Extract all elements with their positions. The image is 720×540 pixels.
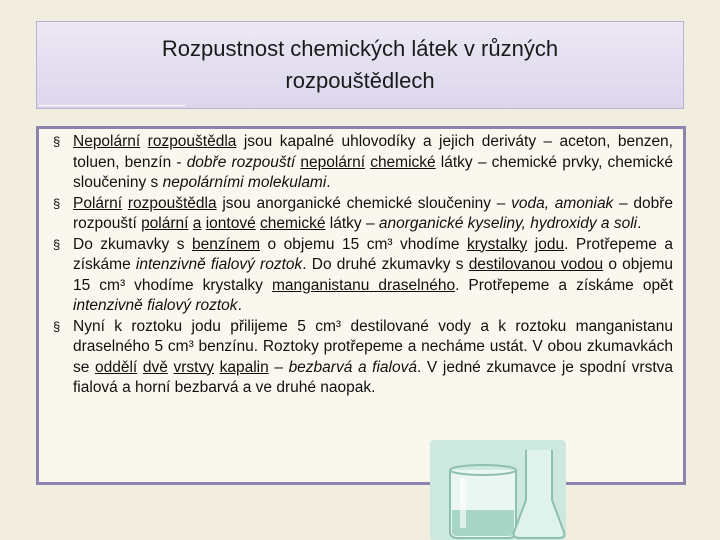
bullet-icon: §	[53, 134, 61, 149]
bullet-icon: §	[53, 318, 61, 334]
text-segment: rozpouštědla	[127, 194, 217, 212]
text-segment: nepolárními molekulami	[162, 174, 327, 191]
text-segment: jsou kapalné uhlovodíky a jejich deriváty – aceton, benzen, toluen, benzín -	[73, 133, 673, 171]
text-segment: Nepolární	[73, 133, 141, 150]
slide-title: Rozpustnost chemických látek v různých rozpouštědlech	[161, 36, 559, 93]
text-segment: – dobře rozpouští	[73, 194, 673, 232]
text-segment: iontové	[205, 215, 256, 232]
text-segment: anorganické kyseliny, hydroxidy a soli	[378, 215, 638, 232]
text-segment: .	[326, 174, 331, 191]
text-segment: dvě	[142, 358, 168, 376]
text-segment: a	[192, 215, 202, 232]
bullet-item	[53, 194, 673, 235]
text-segment: benzínem	[191, 235, 261, 253]
text-segment: látky –	[325, 215, 379, 232]
text-segment: . Protřepeme a získáme	[73, 235, 673, 273]
text-segment: bezbarvá a fialová	[288, 358, 417, 376]
bullet-item	[53, 132, 673, 194]
text-segment	[527, 236, 535, 253]
text-segment: .	[237, 297, 242, 314]
text-segment: manganistanu draselného	[271, 276, 456, 294]
text-segment: oddělí	[95, 358, 138, 376]
text-segment: jodu	[534, 235, 565, 253]
bullet-icon: §	[53, 195, 61, 211]
text-segment: vrstvy	[173, 358, 214, 376]
text-segment: Nyní k roztoku jodu přilijeme 5 cm³ destilované vody a k roztoku manganistanu draselného 5 cm³ benzínu. Roztoky protřepeme a necháme ustát. V obou zkumavkách se	[73, 317, 673, 376]
bullet-item	[53, 235, 673, 317]
text-segment: rozpouštědla	[147, 133, 237, 150]
text-segment: kapalin	[219, 358, 269, 376]
beaker-illustration	[430, 440, 566, 540]
text-segment: . Protřepeme a získáme opět	[455, 276, 673, 294]
text-segment: nepolární	[300, 153, 366, 171]
text-segment: destilovanou vodou	[468, 256, 604, 273]
text-segment: voda, amoniak	[511, 194, 614, 212]
text-segment: dobře rozpouští	[186, 153, 301, 171]
beaker-photo	[430, 440, 566, 540]
text-segment	[140, 133, 147, 150]
bullet-item	[53, 317, 673, 399]
bullet-icon: §	[53, 236, 61, 252]
text-segment: chemické	[370, 153, 436, 171]
text-segment: o objemu 15 cm³ vhodíme	[260, 235, 467, 253]
text-segment: –	[268, 358, 289, 376]
bullet-list	[53, 132, 673, 399]
content-box	[36, 126, 686, 485]
text-segment: polární	[141, 215, 189, 232]
text-segment: . V jedné zkumavce je spodní vrstva fialová a horní bezbarvá a ve druhé naopak.	[73, 358, 673, 396]
text-segment: .	[637, 215, 642, 232]
text-segment: látky – chemické prvky, chemické sloučeniny s	[73, 153, 673, 191]
text-segment: intenzivně fialový roztok	[73, 297, 238, 314]
text-segment: intenzivně fialový roztok	[135, 256, 303, 273]
text-segment: o objemu 15 cm³ vhodíme krystalky	[73, 256, 674, 294]
text-segment: chemické	[260, 215, 326, 232]
text-segment: . Do druhé zkumavky s	[302, 256, 469, 273]
title-box	[36, 21, 684, 109]
text-segment: jsou anorganické chemické sloučeniny –	[216, 194, 512, 212]
text-segment: krystalky	[466, 235, 528, 253]
text-segment: Do zkumavky s	[73, 235, 192, 253]
text-segment: Polární	[73, 194, 123, 212]
